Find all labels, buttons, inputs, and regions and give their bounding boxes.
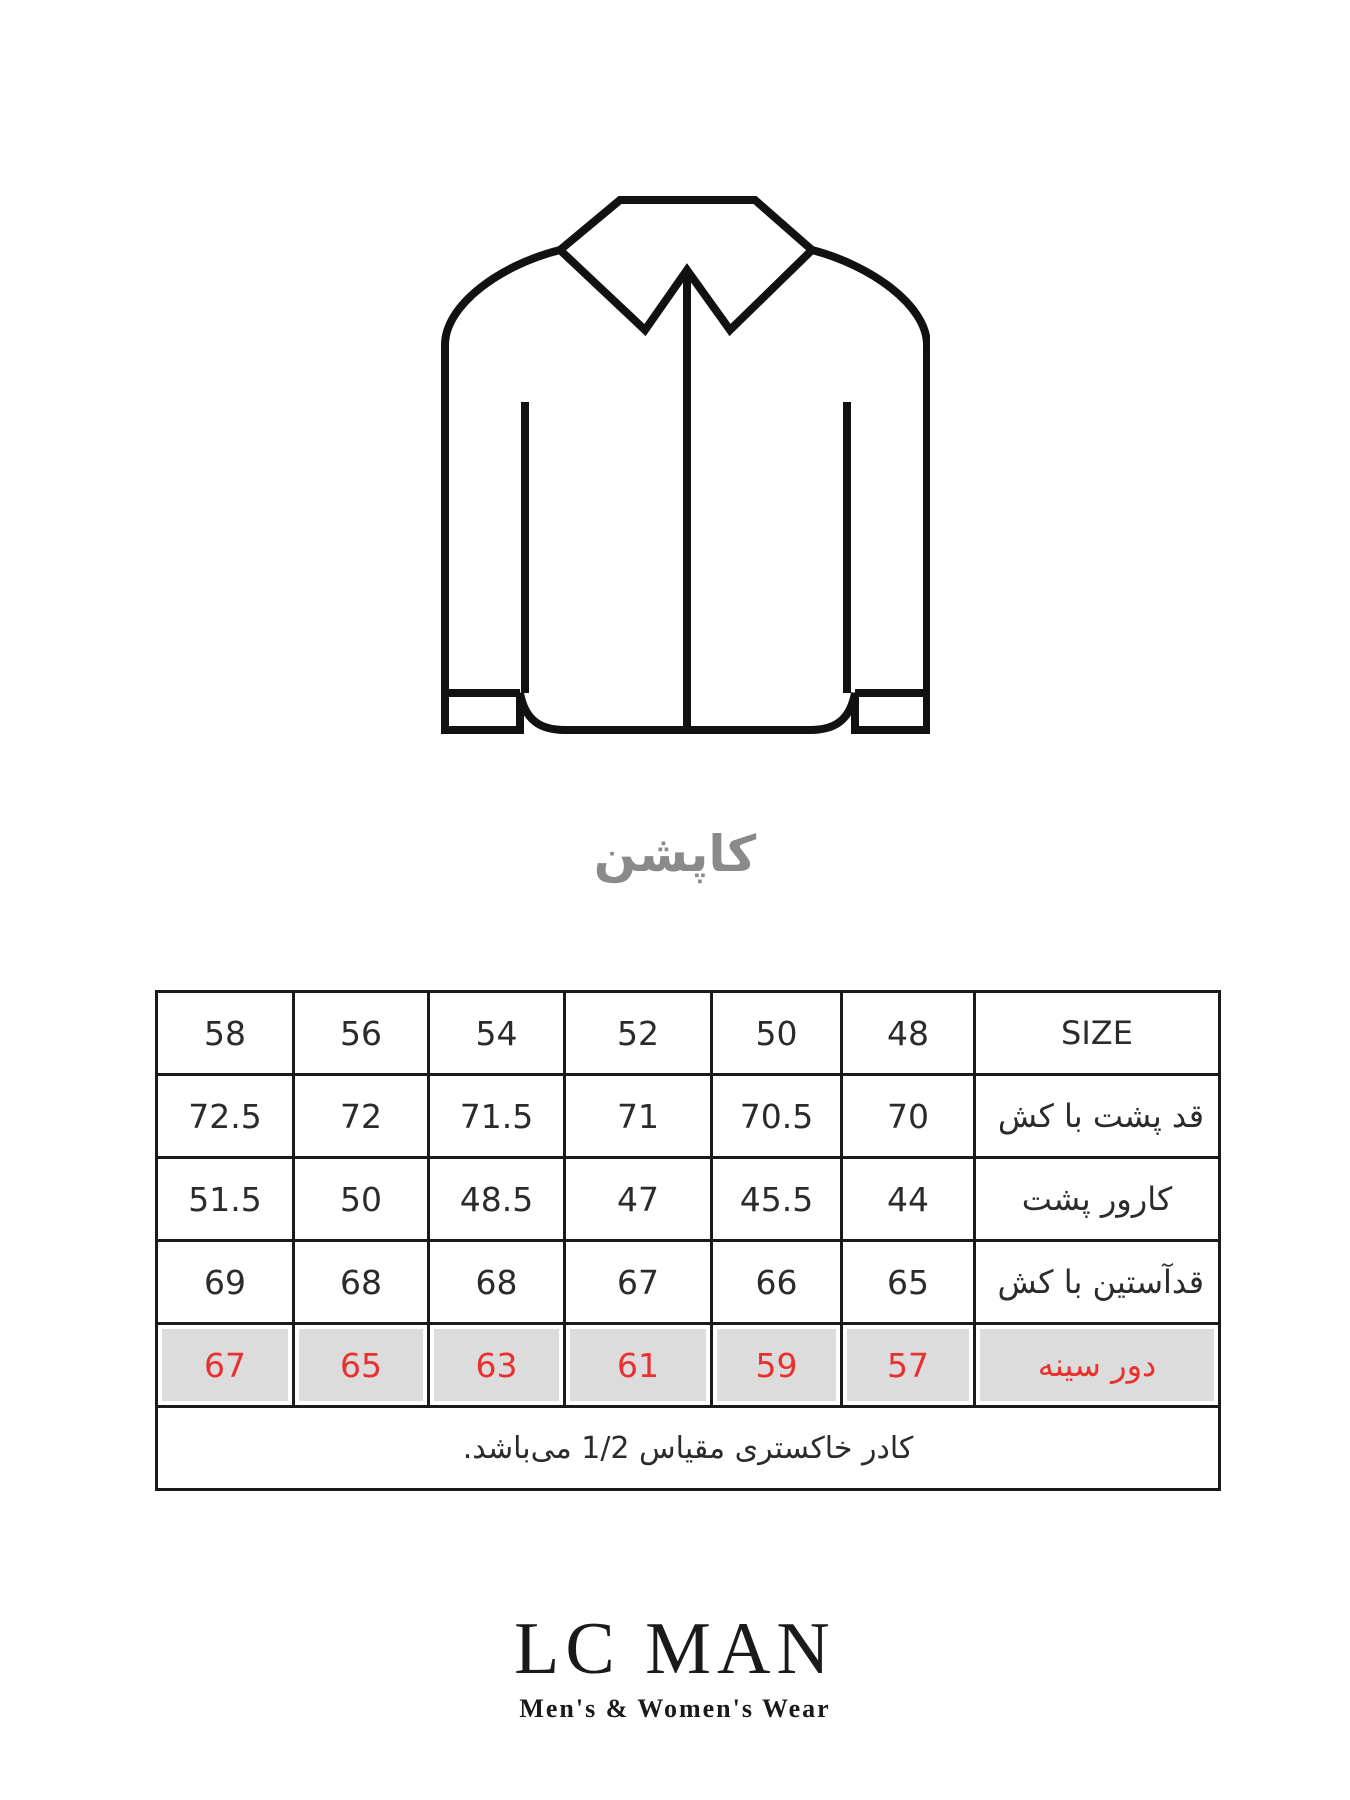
value-cell: 72 bbox=[294, 1075, 429, 1158]
value-cell: 68 bbox=[294, 1241, 429, 1324]
row-label: دور سینه bbox=[975, 1324, 1220, 1407]
value-cell: 70 bbox=[842, 1075, 975, 1158]
size-cell: 52 bbox=[565, 992, 712, 1075]
brand-name: LC MAN bbox=[514, 1608, 836, 1690]
table-row bbox=[157, 1075, 1220, 1158]
value-cell: 47 bbox=[565, 1158, 712, 1241]
value-cell: 50 bbox=[294, 1158, 429, 1241]
value-cell: 51.5 bbox=[157, 1158, 294, 1241]
value-cell: 71 bbox=[565, 1075, 712, 1158]
size-cell: 48 bbox=[842, 992, 975, 1075]
value-cell: 67 bbox=[565, 1241, 712, 1324]
size-cell: 56 bbox=[294, 992, 429, 1075]
row-label: کارور پشت bbox=[975, 1158, 1220, 1241]
table-note: کادر خاکستری مقیاس 1/2 می‌باشد. bbox=[157, 1407, 1220, 1490]
size-cell: 54 bbox=[429, 992, 565, 1075]
size-chart-table bbox=[155, 990, 1221, 1491]
value-cell: 72.5 bbox=[157, 1075, 294, 1158]
row-label: قدآستین با کش bbox=[975, 1241, 1220, 1324]
table-row bbox=[157, 1241, 1220, 1324]
product-title: کاپشن bbox=[593, 825, 757, 883]
value-cell: 59 bbox=[712, 1324, 842, 1407]
brand-tagline: Men's & Women's Wear bbox=[519, 1694, 831, 1723]
value-cell: 65 bbox=[294, 1324, 429, 1407]
value-cell: 45.5 bbox=[712, 1158, 842, 1241]
value-cell: 70.5 bbox=[712, 1075, 842, 1158]
value-cell: 44 bbox=[842, 1158, 975, 1241]
value-cell: 57 bbox=[842, 1324, 975, 1407]
size-header-row bbox=[157, 992, 1220, 1075]
value-cell: 63 bbox=[429, 1324, 565, 1407]
size-header-label: SIZE bbox=[975, 992, 1220, 1075]
table-row bbox=[157, 1158, 1220, 1241]
value-cell: 65 bbox=[842, 1241, 975, 1324]
row-label: قد پشت با کش bbox=[975, 1075, 1220, 1158]
jacket-outline-icon bbox=[440, 195, 930, 755]
size-cell: 50 bbox=[712, 992, 842, 1075]
value-cell: 68 bbox=[429, 1241, 565, 1324]
note-row bbox=[157, 1407, 1220, 1490]
brand-logo bbox=[0, 1608, 1350, 1724]
value-cell: 67 bbox=[157, 1324, 294, 1407]
value-cell: 61 bbox=[565, 1324, 712, 1407]
value-cell: 48.5 bbox=[429, 1158, 565, 1241]
size-cell: 58 bbox=[157, 992, 294, 1075]
value-cell: 71.5 bbox=[429, 1075, 565, 1158]
value-cell: 69 bbox=[157, 1241, 294, 1324]
highlighted-row bbox=[157, 1324, 1220, 1407]
value-cell: 66 bbox=[712, 1241, 842, 1324]
